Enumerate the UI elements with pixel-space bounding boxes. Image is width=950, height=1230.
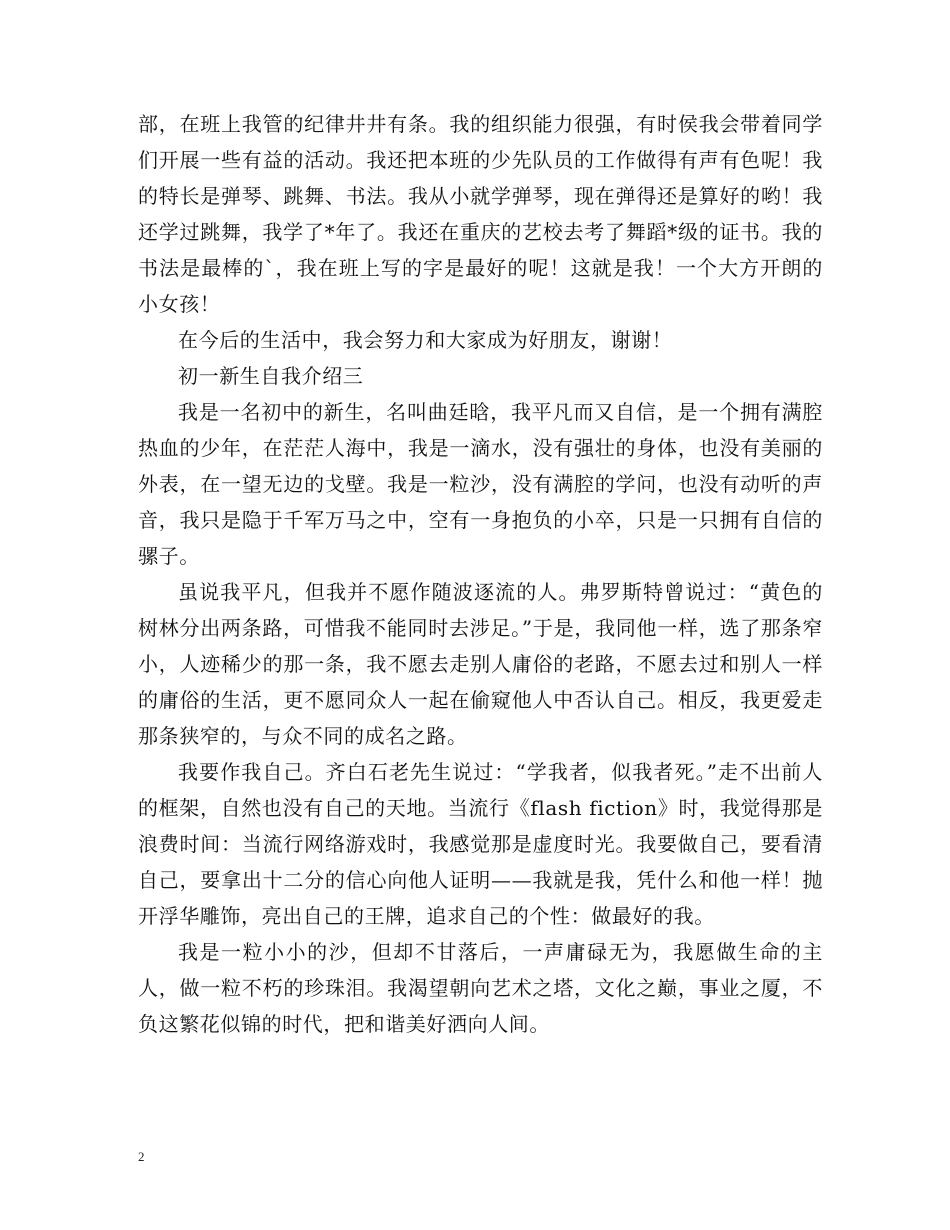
document-body [138, 106, 823, 1042]
paragraph-conclusion: 我是一粒小小的沙，但却不甘落后，一声庸碌无为，我愿做生命的主人，做一粒不朽的珍珠泪。我渴望朝向艺术之塔，文化之巅，事业之厦，不负这繁花似锦的时代，把和谐美好洒向人间。 [138, 940, 823, 1036]
paragraph-closing-thanks: 在今后的生活中，我会努力和大家成为好朋友，谢谢！ [178, 328, 673, 352]
page-number: 2 [138, 1149, 145, 1164]
paragraph-intro: 我是一名初中的新生，名叫曲廷晗，我平凡而又自信，是一个拥有满腔热血的少年，在茫茫人海中，我是一滴水，没有强壮的身体，也没有美丽的外表，在一望无边的戈壁。我是一粒沙，没有满腔的学问，也没有动听的声音，我只是隐于千军万马之中，空有一身抱负的小卒，只是一只拥有自信的骡子。 [138, 400, 823, 568]
paragraph-frost-quote: 虽说我平凡，但我并不愿作随波逐流的人。弗罗斯特曾说过：“黄色的树林分出两条路，可惜我不能同时去涉足。”于是，我同他一样，选了那条窄小，人迹稀少的那一条，我不愿去走别人庸俗的老路，不愿去过和别人一样的庸俗的生活，更不愿同众人一起在偷窥他人中否认自己。相反，我更爱走那条狭窄的，与众不同的成名之路。 [138, 580, 823, 748]
paragraph-be-myself: 我要作我自己。齐白石老先生说过：“学我者，似我者死。”走不出前人的框架，自然也没有自己的天地。当流行《flash fiction》时，我觉得那是浪费时间：当流行网络游戏时，我感觉那是虚度时光。我要做自己，要看清自己，要拿出十二分的信心向他人证明——我就是我，凭什么和他一样！抛开浮华雕饰，亮出自己的王牌，追求自己的个性：做最好的我。 [138, 760, 823, 928]
paragraph-continuation: 部，在班上我管的纪律井井有条。我的组织能力很强，有时侯我会带着同学们开展一些有益的活动。我还把本班的少先队员的工作做得有声有色呢！我的特长是弹琴、跳舞、书法。我从小就学弹琴，现在弹得还是算好的哟！我还学过跳舞，我学了*年了。我还在重庆的艺校去考了舞蹈*级的证书。我的书法是最棒的`，我在班上写的字是最好的呢！这就是我！一个大方开朗的小女孩！ [138, 112, 823, 316]
section-heading: 初一新生自我介绍三 [178, 364, 364, 388]
